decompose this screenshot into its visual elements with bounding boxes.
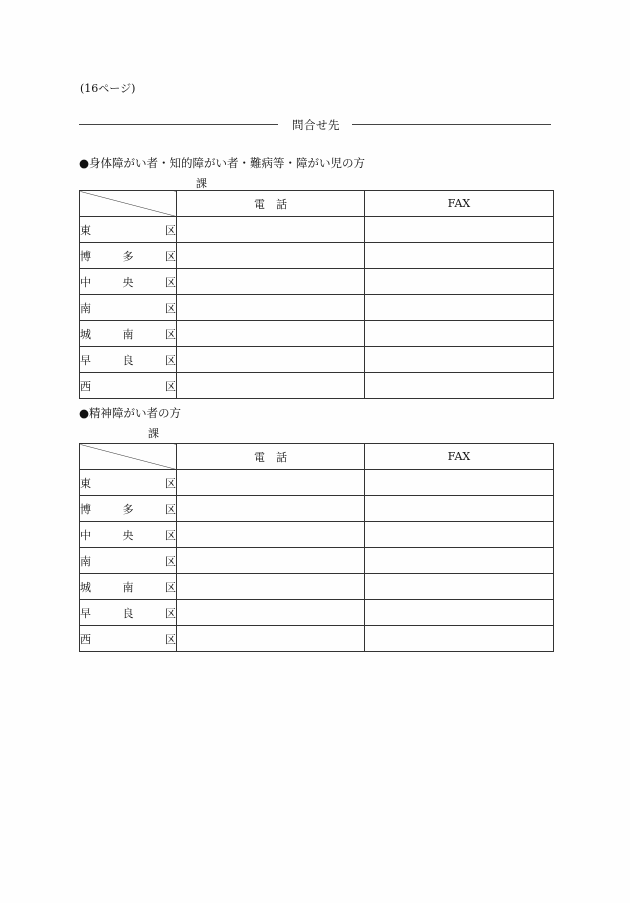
column-header-fax: FAX bbox=[365, 191, 554, 217]
ward-name-cell bbox=[80, 243, 177, 269]
table-row bbox=[80, 522, 554, 548]
page-reference: (16ページ) bbox=[80, 82, 136, 95]
ward-name-char: 区 bbox=[165, 528, 176, 542]
column-header-fax: FAX bbox=[365, 444, 554, 470]
table-row bbox=[80, 321, 554, 347]
ward-name-char: 区 bbox=[165, 632, 176, 646]
table-row bbox=[80, 574, 554, 600]
ward-name-char: 東 bbox=[80, 223, 91, 237]
table-row bbox=[80, 496, 554, 522]
table-row bbox=[80, 470, 554, 496]
fax-cell bbox=[365, 548, 554, 574]
phone-cell bbox=[177, 243, 365, 269]
table-row bbox=[80, 373, 554, 399]
ward-name-char: 南 bbox=[122, 580, 134, 594]
fax-cell bbox=[365, 574, 554, 600]
contact-heading: 問合せ先 bbox=[292, 118, 340, 132]
heading-rule-right bbox=[352, 124, 551, 125]
phone-cell bbox=[177, 295, 365, 321]
fax-cell bbox=[365, 496, 554, 522]
contact-table-mental bbox=[79, 443, 554, 652]
ward-name-char: 多 bbox=[122, 249, 134, 263]
ward-name-cell bbox=[80, 269, 177, 295]
fax-cell bbox=[365, 347, 554, 373]
ward-name-cell bbox=[80, 217, 177, 243]
table-row bbox=[80, 626, 554, 652]
table-row bbox=[80, 347, 554, 373]
phone-cell bbox=[177, 600, 365, 626]
fax-cell bbox=[365, 321, 554, 347]
fax-cell bbox=[365, 470, 554, 496]
column-header-phone: 電 話 bbox=[177, 444, 365, 470]
ward-name-char: 城 bbox=[80, 580, 91, 594]
ward-name-char: 区 bbox=[165, 249, 176, 263]
ward-name-char: 南 bbox=[80, 554, 91, 568]
ward-name-char: 区 bbox=[165, 476, 176, 490]
ward-name-char: 西 bbox=[80, 632, 91, 646]
table-row bbox=[80, 217, 554, 243]
phone-cell bbox=[177, 269, 365, 295]
ward-name-cell bbox=[80, 548, 177, 574]
section-dept-mental: 課 bbox=[148, 427, 159, 440]
ward-name-cell bbox=[80, 522, 177, 548]
fax-cell bbox=[365, 217, 554, 243]
table-header-row bbox=[80, 191, 554, 217]
phone-cell bbox=[177, 496, 365, 522]
fax-cell bbox=[365, 373, 554, 399]
ward-name-char: 央 bbox=[122, 275, 134, 289]
table-row bbox=[80, 269, 554, 295]
ward-name-char: 博 bbox=[80, 502, 91, 516]
ward-name-char: 城 bbox=[80, 327, 91, 341]
phone-cell bbox=[177, 574, 365, 600]
ward-name-char: 区 bbox=[165, 606, 176, 620]
ward-name-char: 多 bbox=[122, 502, 134, 516]
ward-name-char: 良 bbox=[122, 353, 134, 367]
fax-cell bbox=[365, 269, 554, 295]
phone-cell bbox=[177, 347, 365, 373]
ward-name-cell bbox=[80, 295, 177, 321]
heading-rule-left bbox=[79, 124, 278, 125]
table-header-row bbox=[80, 444, 554, 470]
ward-name-cell bbox=[80, 600, 177, 626]
ward-name-char: 区 bbox=[165, 379, 176, 393]
ward-name-cell bbox=[80, 470, 177, 496]
phone-cell bbox=[177, 470, 365, 496]
phone-cell bbox=[177, 548, 365, 574]
ward-name-char: 区 bbox=[165, 223, 176, 237]
contact-table-physical bbox=[79, 190, 554, 399]
section-title-mental: ●精神障がい者の方 bbox=[79, 406, 182, 420]
table-row bbox=[80, 243, 554, 269]
fax-cell bbox=[365, 626, 554, 652]
section-title-physical: ●身体障がい者・知的障がい者・難病等・障がい児の方 bbox=[79, 156, 366, 170]
phone-cell bbox=[177, 217, 365, 243]
ward-name-cell bbox=[80, 626, 177, 652]
ward-name-char: 博 bbox=[80, 249, 91, 263]
ward-name-char: 南 bbox=[80, 301, 91, 315]
ward-name-cell bbox=[80, 373, 177, 399]
ward-name-char: 区 bbox=[165, 502, 176, 516]
ward-name-char: 区 bbox=[165, 327, 176, 341]
ward-name-cell bbox=[80, 347, 177, 373]
ward-name-char: 中 bbox=[80, 528, 91, 542]
ward-name-char: 中 bbox=[80, 275, 91, 289]
ward-name-char: 早 bbox=[80, 353, 91, 367]
phone-cell bbox=[177, 373, 365, 399]
fax-cell bbox=[365, 243, 554, 269]
ward-name-char: 南 bbox=[122, 327, 134, 341]
ward-name-cell bbox=[80, 496, 177, 522]
ward-name-char: 西 bbox=[80, 379, 91, 393]
ward-name-cell bbox=[80, 574, 177, 600]
phone-cell bbox=[177, 626, 365, 652]
ward-name-char: 区 bbox=[165, 580, 176, 594]
ward-name-char: 早 bbox=[80, 606, 91, 620]
table-row bbox=[80, 295, 554, 321]
fax-cell bbox=[365, 295, 554, 321]
diagonal-header-cell bbox=[80, 444, 177, 470]
fax-cell bbox=[365, 522, 554, 548]
section-dept-physical: 課 bbox=[196, 177, 207, 190]
column-header-phone: 電 話 bbox=[177, 191, 365, 217]
ward-name-char: 東 bbox=[80, 476, 91, 490]
phone-cell bbox=[177, 321, 365, 347]
phone-cell bbox=[177, 522, 365, 548]
ward-name-char: 区 bbox=[165, 353, 176, 367]
ward-name-char: 区 bbox=[165, 275, 176, 289]
ward-name-char: 良 bbox=[122, 606, 134, 620]
table-row bbox=[80, 600, 554, 626]
ward-name-char: 区 bbox=[165, 301, 176, 315]
table-row bbox=[80, 548, 554, 574]
ward-name-cell bbox=[80, 321, 177, 347]
ward-name-char: 区 bbox=[165, 554, 176, 568]
diagonal-header-cell bbox=[80, 191, 177, 217]
fax-cell bbox=[365, 600, 554, 626]
ward-name-char: 央 bbox=[122, 528, 134, 542]
